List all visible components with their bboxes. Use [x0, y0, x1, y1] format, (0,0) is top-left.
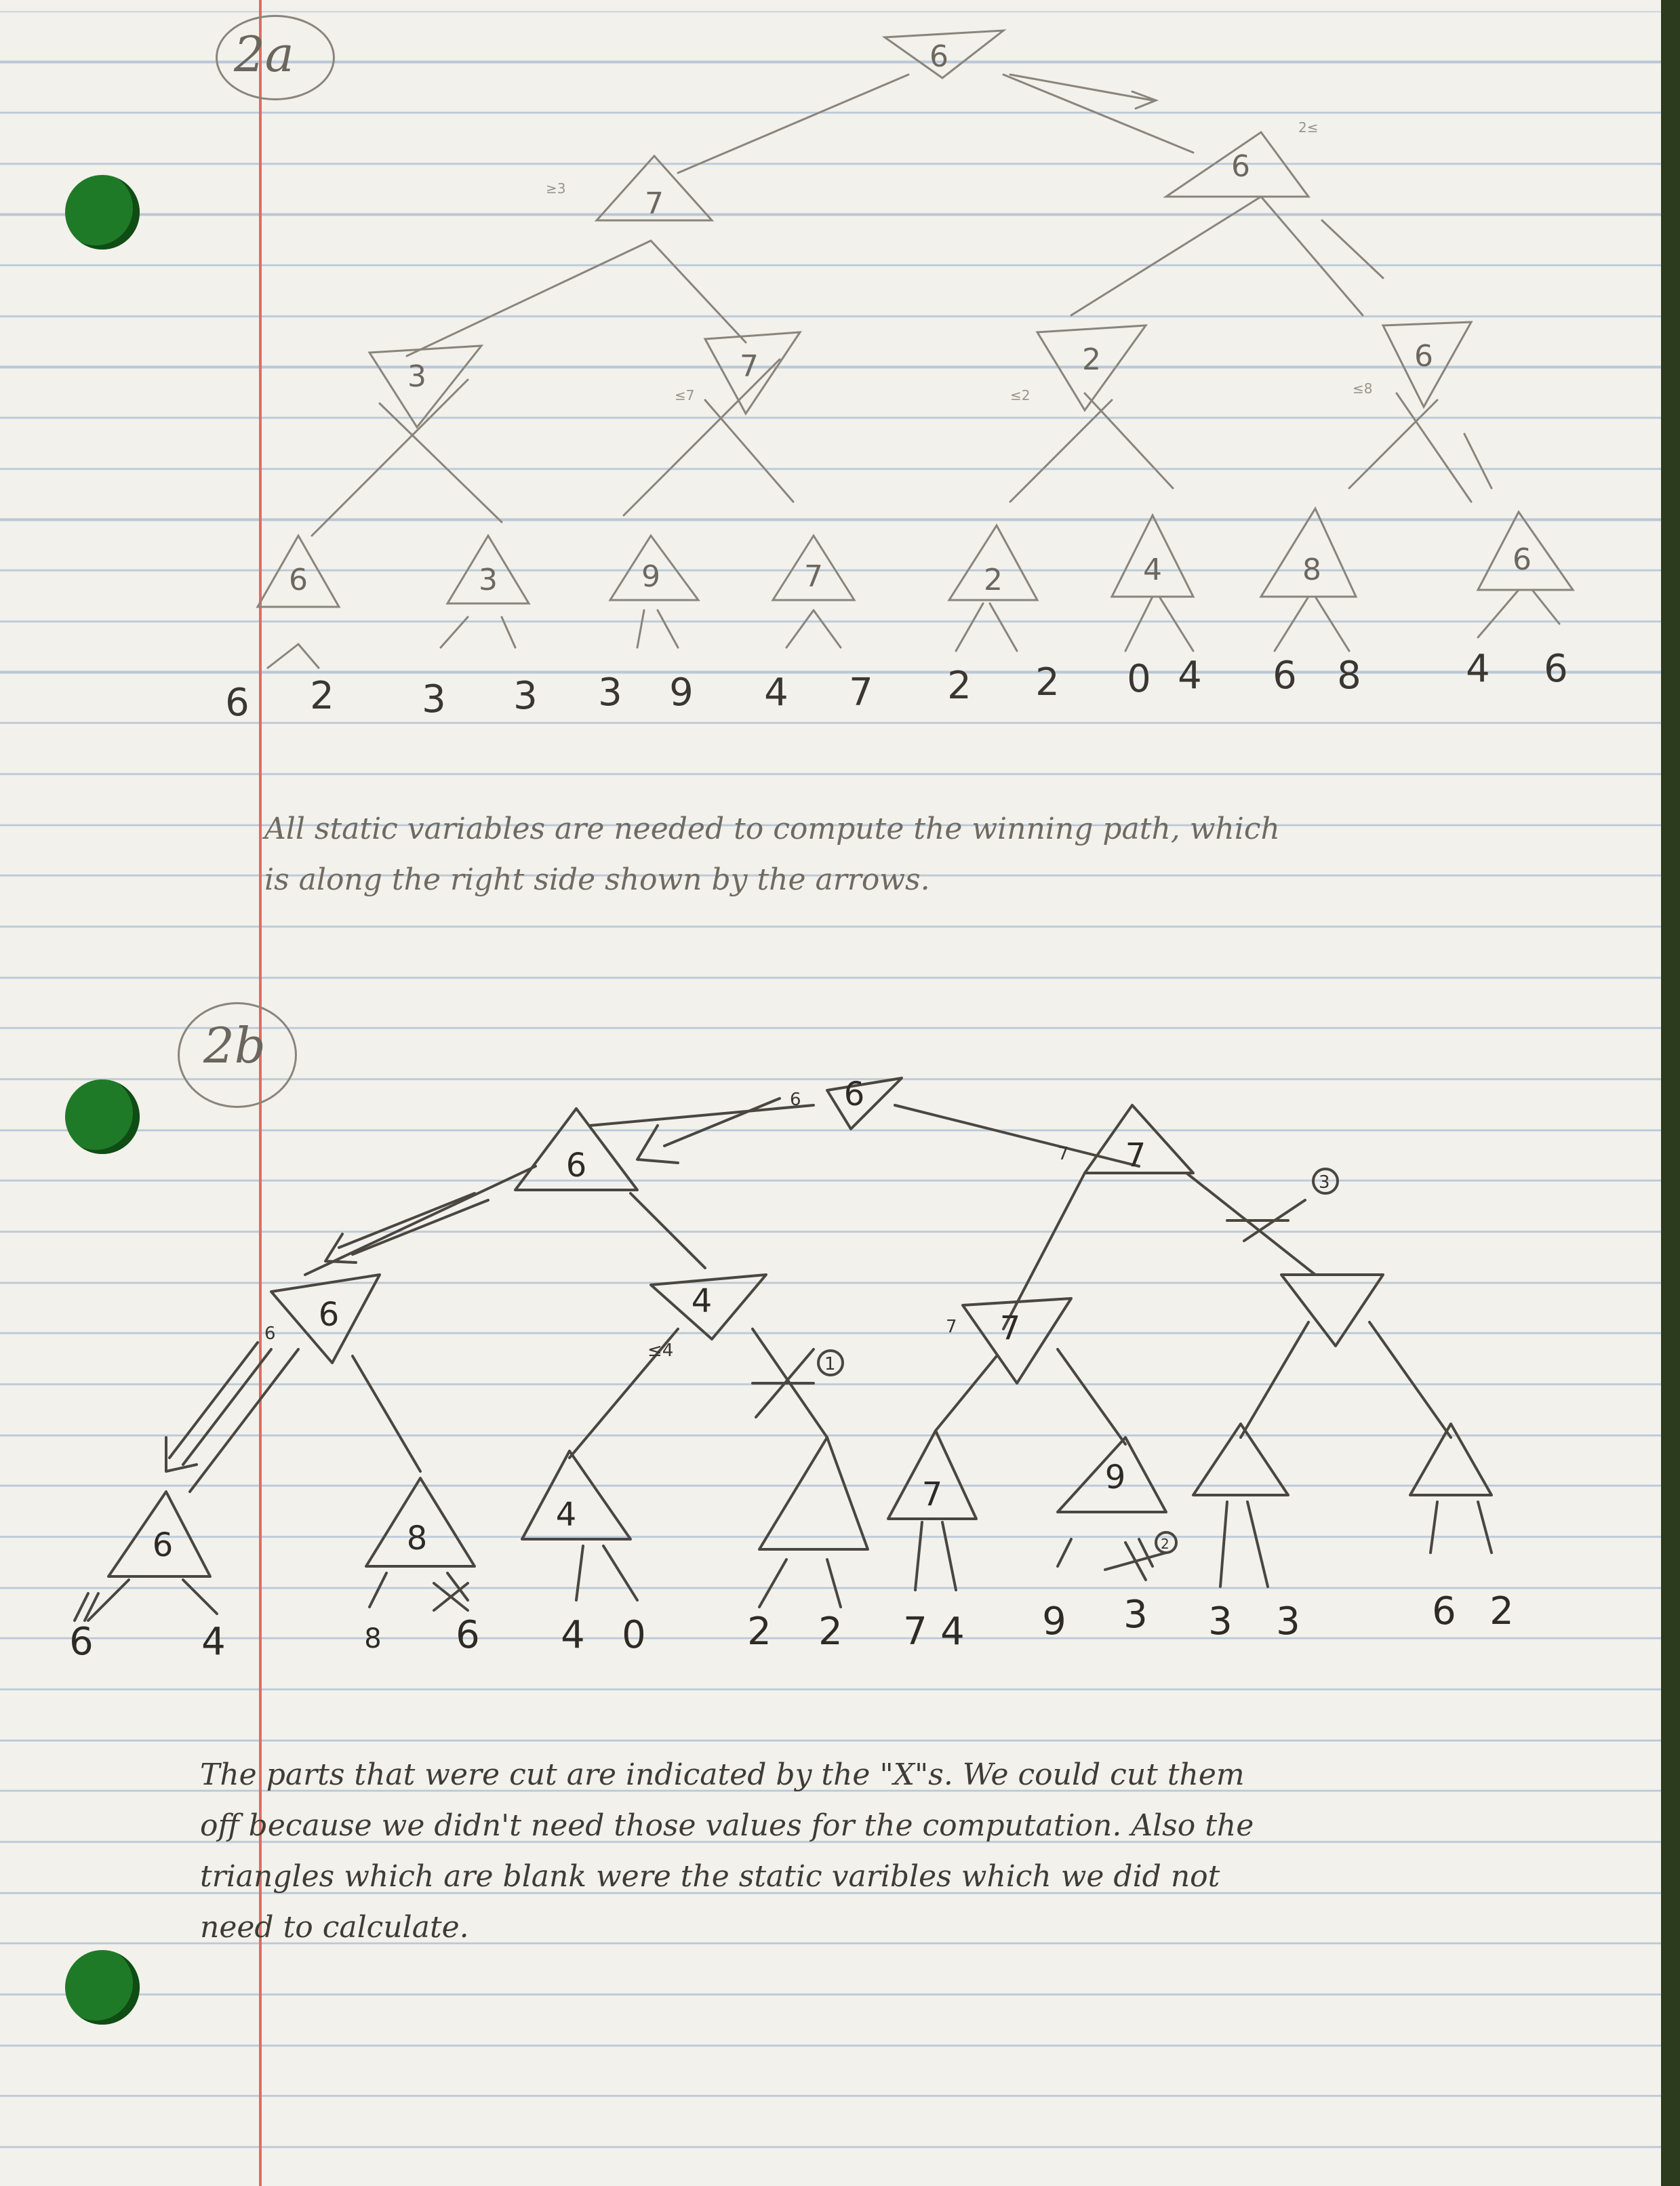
- 2b-explanation: [200, 1749, 1529, 1953]
- 2b-l2-note-1: 6: [264, 1324, 276, 1344]
- 2a-leaf-5: 3: [598, 671, 622, 715]
- 2a-leaf-9: 2: [947, 664, 972, 708]
- 2a-annotation-1: ≥3: [546, 180, 566, 197]
- 2a-root-value: 6: [929, 39, 948, 74]
- 2a-leaf-10: 2: [1035, 660, 1060, 704]
- 2b-leaf-15: 6: [1432, 1589, 1456, 1633]
- 2b-l2-note-3: 7: [946, 1317, 957, 1337]
- 2b-root-note: 6: [790, 1090, 801, 1110]
- 2a-l3-value-8: 6: [1513, 542, 1532, 577]
- 2b-l3-value-3: 4: [555, 1496, 577, 1534]
- 2b-note-line-1: The parts that were cut are indicated by the "X"s. We could cut them: [200, 1757, 1245, 1792]
- 2b-leaf-11: 9: [1042, 1599, 1066, 1644]
- 2b-l3-value-1: 6: [152, 1526, 174, 1564]
- 2b-l3-value-2: 8: [406, 1519, 428, 1557]
- 2a-l2-value-4: 6: [1414, 339, 1433, 374]
- 2a-l2-value-2: 7: [740, 349, 759, 384]
- 2a-leaf-8: 7: [849, 671, 873, 715]
- 2b-cut-mark-3: 3: [1319, 1172, 1330, 1193]
- 2a-leaf-14: 8: [1337, 654, 1361, 698]
- 2b-leaf-16: 2: [1489, 1589, 1514, 1633]
- 2b-l2-note-2: ≤4: [647, 1340, 674, 1361]
- 2a-annotation-2: 2≤: [1298, 119, 1319, 136]
- 2b-l1-value-1: 6: [565, 1147, 587, 1185]
- 2b-leaf-7: 2: [747, 1610, 772, 1654]
- 2b-leaf-3: 8: [364, 1623, 382, 1654]
- 2a-note-line-1: All static variables are needed to compute the winning path, which: [264, 812, 1280, 846]
- 2a-leaf-12: 4: [1178, 654, 1202, 698]
- 2b-l3-max-4: [759, 1437, 868, 1549]
- 2a-leaf-1: 6: [225, 681, 249, 725]
- 2b-leaf-9: 7: [903, 1610, 927, 1654]
- 2a-annotation-4: ≤2: [1010, 387, 1031, 403]
- 2a-l3-value-4: 7: [804, 559, 823, 594]
- tree-2b: [75, 1078, 1492, 1621]
- 2a-l1-value-2: 6: [1231, 149, 1250, 184]
- 2a-leaf-16: 6: [1544, 647, 1568, 691]
- 2a-leaf-4: 3: [513, 674, 538, 718]
- 2a-l2-value-3: 2: [1082, 342, 1101, 377]
- 2b-l2-value-1: 6: [318, 1296, 340, 1334]
- label-2b: 2b: [203, 1017, 266, 1074]
- 2a-l3-value-1: 6: [289, 563, 308, 597]
- 2a-l3-value-7: 8: [1302, 553, 1321, 587]
- 2a-explanation: [264, 803, 1593, 905]
- 2b-l3-max-8: [1410, 1424, 1492, 1495]
- 2a-leaf-7: 4: [764, 671, 788, 715]
- 2b-l3-max-7: [1193, 1424, 1288, 1495]
- 2b-leaf-4: 6: [456, 1613, 480, 1657]
- 2b-leaf-2: 4: [201, 1620, 226, 1664]
- 2a-leaf-15: 4: [1466, 647, 1490, 691]
- 2a-leaf-13: 6: [1273, 654, 1297, 698]
- 2b-l3-value-5: 7: [921, 1475, 943, 1513]
- 2b-l2-min-4: [1281, 1275, 1383, 1346]
- 2b-leaf-8: 2: [818, 1610, 843, 1654]
- 2b-note-line-4: need to calculate.: [200, 1910, 469, 1945]
- 2b-cut-mark-1: 1: [824, 1354, 836, 1374]
- 2b-leaf-6: 0: [622, 1613, 646, 1657]
- label-2a: 2a: [234, 26, 294, 83]
- 2b-cut-mark-2: 2: [1161, 1536, 1169, 1552]
- 2b-leaf-12: 3: [1123, 1593, 1148, 1637]
- 2b-leaf-13: 3: [1208, 1599, 1233, 1644]
- tree-2a: [258, 31, 1573, 668]
- 2b-leaf-1: 6: [69, 1620, 94, 1664]
- 2b-l3-value-6: 9: [1104, 1458, 1126, 1496]
- 2a-leaf-2: 2: [310, 674, 334, 718]
- 2b-leaf-14: 3: [1276, 1599, 1300, 1644]
- 2a-note-line-2: is along the right side shown by the arrows.: [264, 862, 930, 897]
- 2b-l2-value-2: 4: [691, 1282, 713, 1320]
- 2a-l3-value-5: 2: [984, 563, 1003, 597]
- 2a-l3-value-3: 9: [641, 559, 660, 594]
- 2a-l1-value-1: 7: [645, 186, 664, 221]
- 2b-l1-note: 7: [1058, 1144, 1069, 1164]
- 2b-root-value: 6: [843, 1075, 865, 1113]
- 2a-annotation-3: ≤7: [675, 387, 695, 403]
- 2a-l3-value-2: 3: [479, 563, 498, 597]
- 2b-note-line-2: off because we didn't need those values for the computation. Also the: [200, 1808, 1254, 1843]
- 2b-note-line-3: triangles which are blank were the static varibles which we did not: [200, 1859, 1220, 1894]
- 2b-l2-value-3: 7: [999, 1309, 1021, 1347]
- 2a-l2-value-1: 3: [407, 359, 426, 394]
- 2b-leaf-10: 4: [940, 1610, 965, 1654]
- 2b-l1-value-2: 7: [1125, 1136, 1146, 1174]
- 2a-l3-value-6: 4: [1143, 553, 1162, 587]
- 2a-leaf-6: 9: [669, 671, 694, 715]
- 2a-leaf-11: 0: [1127, 657, 1151, 701]
- 2b-leaf-5: 4: [561, 1613, 585, 1657]
- 2a-annotation-5: ≤8: [1353, 380, 1373, 397]
- 2a-leaf-3: 3: [422, 677, 446, 721]
